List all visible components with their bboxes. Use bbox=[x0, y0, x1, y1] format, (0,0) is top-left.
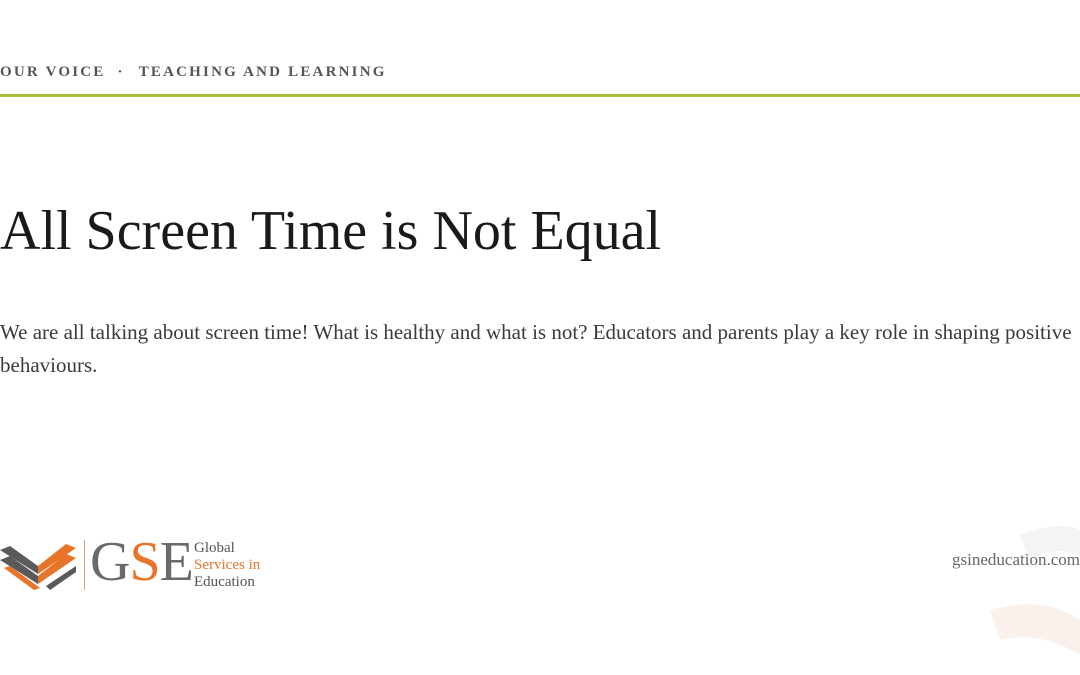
category-link[interactable]: OUR VOICE bbox=[0, 64, 106, 80]
logo-line-1: Global bbox=[194, 540, 235, 556]
gse-logo bbox=[0, 531, 280, 594]
logo-wordmark: GSE bbox=[90, 531, 193, 593]
breadcrumb bbox=[0, 64, 387, 81]
decorative-swoosh bbox=[960, 515, 1080, 675]
logo-line-3: Education bbox=[194, 574, 255, 590]
page-title: All Screen Time is Not Equal bbox=[0, 200, 662, 262]
header-divider bbox=[0, 94, 1080, 97]
logo-line-2: Services in bbox=[194, 557, 261, 573]
logo-divider bbox=[84, 540, 85, 590]
site-url-link[interactable]: gsineducation.com bbox=[952, 550, 1080, 569]
article-summary: We are all talking about screen time! What is healthy and what is not? Educators and parents play a key role in shaping positive behaviours. bbox=[0, 320, 1072, 377]
book-chevron-icon bbox=[0, 540, 80, 590]
logo-tagline bbox=[194, 540, 260, 591]
breadcrumb-separator: · bbox=[117, 64, 125, 80]
subcategory-link[interactable]: TEACHING AND LEARNING bbox=[138, 64, 387, 80]
